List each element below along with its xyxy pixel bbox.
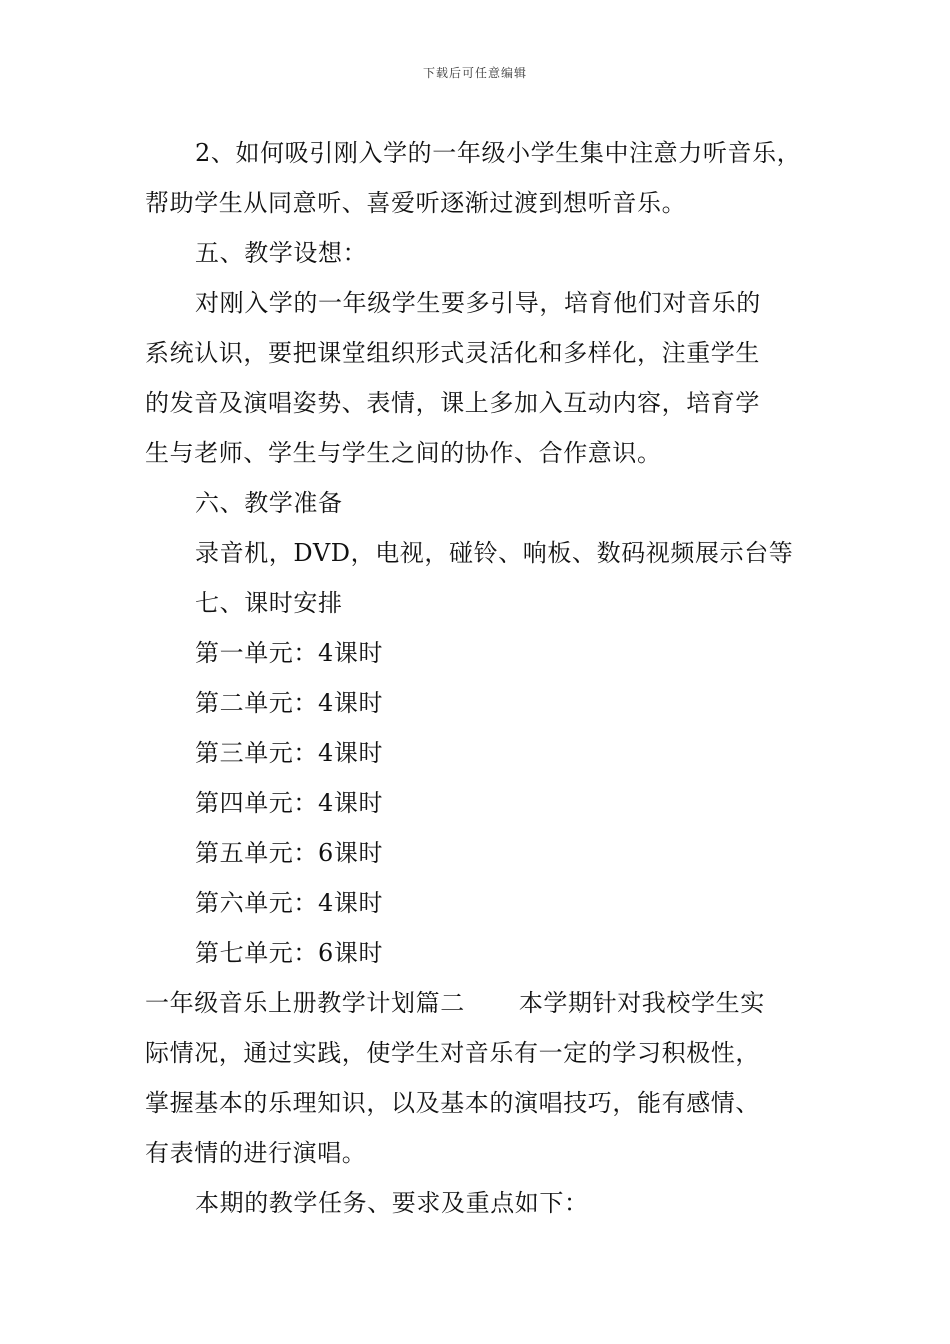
schedule-item: 第三单元：4课时	[195, 739, 384, 767]
schedule-item: 第四单元：4课时	[195, 789, 384, 817]
section-heading: 七、课时安排	[195, 589, 343, 617]
schedule-item: 第五单元：6课时	[195, 839, 384, 867]
paragraph-line: 有表情的进行演唱。	[145, 1139, 367, 1167]
paragraph-line: 本期的教学任务、要求及重点如下：	[195, 1189, 589, 1217]
section-heading: 五、教学设想：	[195, 239, 368, 267]
document-body	[145, 128, 845, 1228]
section-heading: 六、教学准备	[195, 489, 343, 517]
paragraph-line: 生与老师、学生与学生之间的协作、合作意识。	[145, 439, 662, 467]
section2-first-line-text: 本学期针对我校学生实	[518, 989, 765, 1017]
schedule-item: 第六单元：4课时	[195, 889, 384, 917]
page-header: 下载后可任意编辑	[422, 66, 527, 80]
schedule-item: 第一单元：4课时	[195, 639, 384, 667]
paragraph-line: 帮助学生从同意听、喜爱听逐渐过渡到想听音乐。	[145, 189, 687, 217]
paragraph-line: 2、如何吸引刚入学的一年级小学生集中注意力听音乐，	[195, 139, 802, 167]
paragraph-line: 掌握基本的乐理知识，以及基本的演唱技巧，能有感情、	[145, 1089, 760, 1117]
schedule-item: 第二单元：4课时	[195, 689, 384, 717]
section2-first-line	[145, 978, 845, 1028]
paragraph-line: 系统认识，要把课堂组织形式灵活化和多样化，注重学生	[145, 339, 760, 367]
paragraph-line: 对刚入学的一年级学生要多引导，培育他们对音乐的	[195, 289, 761, 317]
schedule-item: 第七单元：6课时	[195, 939, 384, 967]
paragraph-line: 的发音及演唱姿势、表情，课上多加入互动内容，培育学	[145, 389, 760, 417]
section2-heading: 一年级音乐上册教学计划篇二	[145, 989, 465, 1017]
paragraph-line: 际情况，通过实践，使学生对音乐有一定的学习积极性，	[145, 1039, 760, 1067]
paragraph-line: 录音机，DVD，电视，碰铃、响板、数码视频展示台等	[195, 539, 794, 567]
